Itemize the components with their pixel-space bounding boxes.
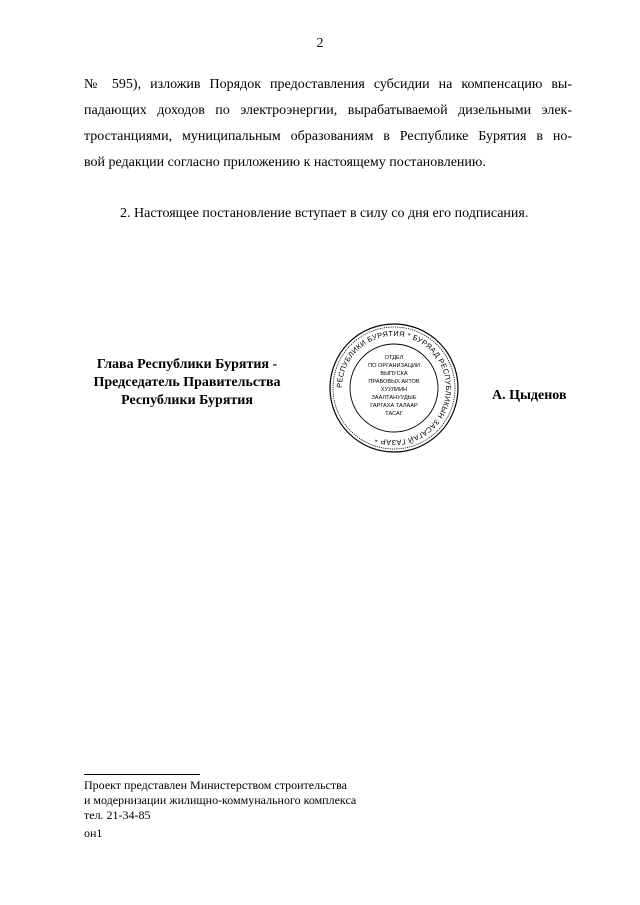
signer-title-line: Глава Республики Бурятия - [96, 357, 278, 372]
signer-title-line: Республики Бурятия [121, 393, 253, 408]
seal-center-line: ОТДЕЛ [384, 355, 404, 361]
seal-center-line: ПО ОРГАНИЗАЦИИ [368, 363, 420, 369]
signer-title [84, 356, 290, 410]
paragraph-1-line: вой редакции согласно приложению к настоящему постановлению. [84, 155, 486, 170]
seal-center-line: ВЫПУСКА [380, 371, 408, 377]
paragraph-2: 2. Настоящее постановление вступает в силу со дня его подписания. [120, 206, 529, 221]
official-seal [328, 322, 460, 454]
seal-center-line: ЗААЛТАНУУДЫЕ [371, 395, 417, 401]
page-number: 2 [316, 36, 324, 51]
signer-name: А. Цыденов [492, 388, 567, 403]
footnote [84, 778, 356, 823]
paragraph-1-line: № 595), изложив Порядок предоставления субсидии на компенсацию вы- [84, 77, 572, 92]
footnote-divider [84, 774, 200, 775]
footnote-line: и модернизации жилищно-коммунального комплекса [84, 793, 357, 807]
footnote-line: Проект представлен Министерством строительства [84, 778, 347, 792]
seal-center-line: ПРАВОВЫХ АКТОВ [368, 379, 420, 385]
file-code: он1 [84, 826, 103, 840]
signer-title-line: Председатель Правительства [93, 375, 281, 390]
paragraph-1-line: падающих доходов по электроэнергии, вырабатываемой дизельными элек- [84, 103, 572, 118]
seal-center-line: ХУУЛИИН [380, 387, 408, 393]
seal-center-line: ГАРГАХА ТАЛААР [370, 403, 418, 409]
seal-outer-text: РЕСПУБЛИКИ БУРЯТИЯ * БУРЯАД РЕСПУБЛИКЫН ЗАСАГАЙ ГАЗАР * [334, 328, 454, 448]
paragraph-1 [84, 72, 572, 176]
seal-center-line: ТАСАГ [385, 411, 403, 417]
paragraph-1-line: тростанциями, муниципальным образованиям в Республике Бурятия в но- [84, 129, 572, 144]
footnote-line: тел. 21-34-85 [84, 808, 151, 822]
